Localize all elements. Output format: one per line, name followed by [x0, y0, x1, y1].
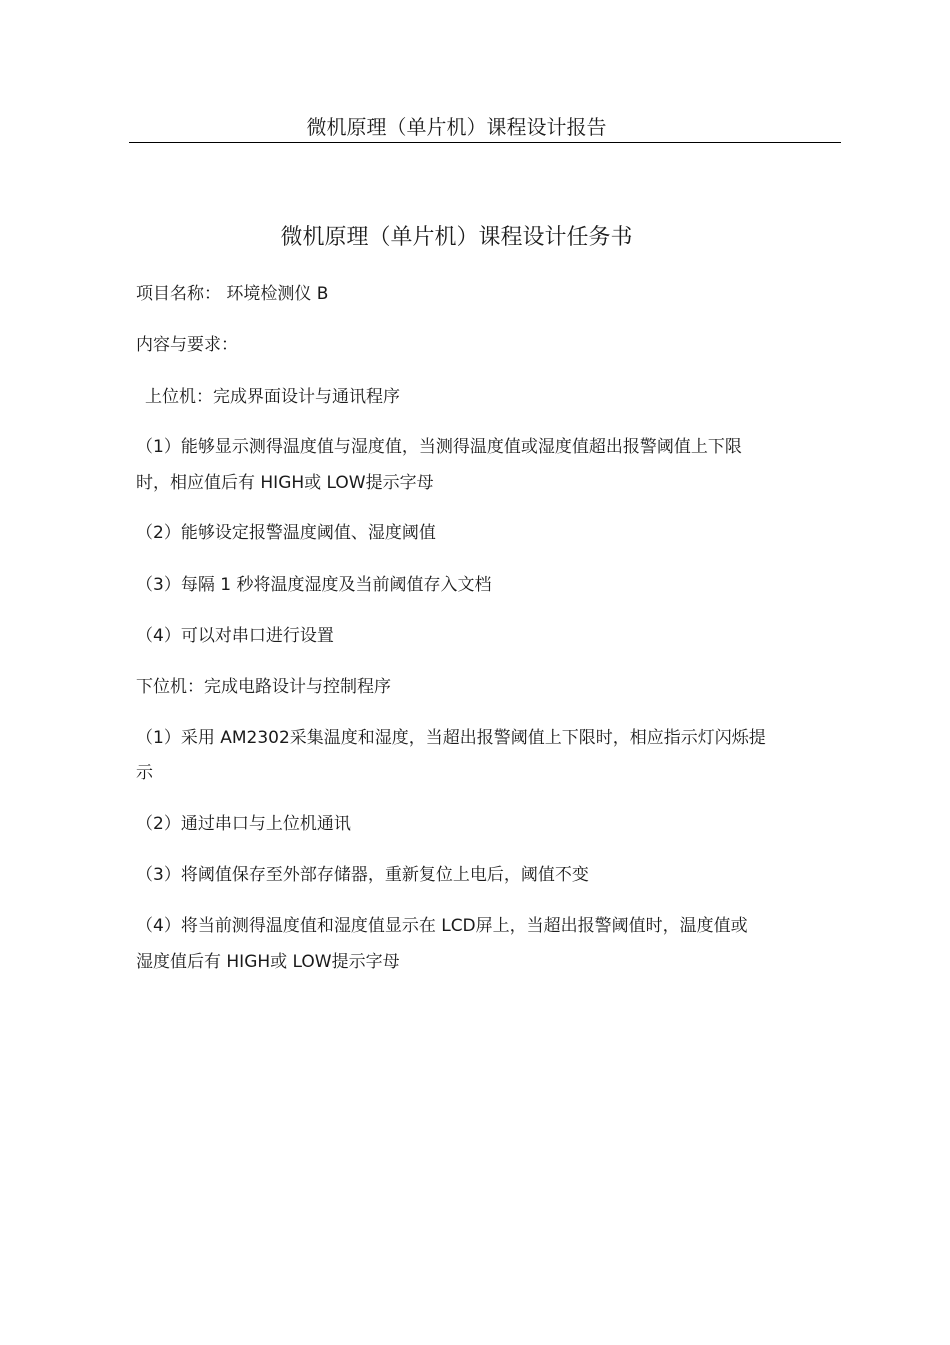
- lower-item-1-line-1: （1）采用 AM2302采集温度和湿度，当超出报警阈值上下限时，相应指示灯闪烁提: [136, 728, 766, 748]
- lower-item-4-line-1: （4）将当前测得温度值和湿度值显示在 LCD屏上，当超出报警阈值时，温度值或: [136, 916, 748, 936]
- content-heading: 内容与要求：: [136, 335, 238, 355]
- header-title: 微机原理（单片机）课程设计报告: [306, 115, 607, 139]
- upper-item-4: （4）可以对串口进行设置: [136, 626, 334, 646]
- project-name-line: 项目名称： 环境检测仪 B: [136, 284, 329, 304]
- lower-machine-heading: 下位机：完成电路设计与控制程序: [136, 677, 391, 697]
- upper-item-3: （3）每隔 1 秒将温度湿度及当前阈值存入文档: [136, 575, 492, 595]
- lower-item-1-line-2: 示: [136, 763, 153, 783]
- upper-item-2: （2）能够设定报警温度阈值、湿度阈值: [136, 523, 436, 543]
- upper-item-1-line-2: 时，相应值后有 HIGH或 LOW提示字母: [136, 473, 434, 493]
- upper-machine-heading: 上位机：完成界面设计与通讯程序: [145, 387, 400, 407]
- document-title: 微机原理（单片机）课程设计任务书: [280, 225, 633, 250]
- lower-item-4-line-2: 湿度值后有 HIGH或 LOW提示字母: [136, 952, 400, 972]
- lower-item-2: （2）通过串口与上位机通讯: [136, 814, 351, 834]
- upper-item-1-line-1: （1）能够显示测得温度值与湿度值，当测得温度值或湿度值超出报警阈值上下限: [136, 437, 742, 457]
- lower-item-3: （3）将阈值保存至外部存储器，重新复位上电后，阈值不变: [136, 865, 589, 885]
- header-divider: [129, 142, 841, 143]
